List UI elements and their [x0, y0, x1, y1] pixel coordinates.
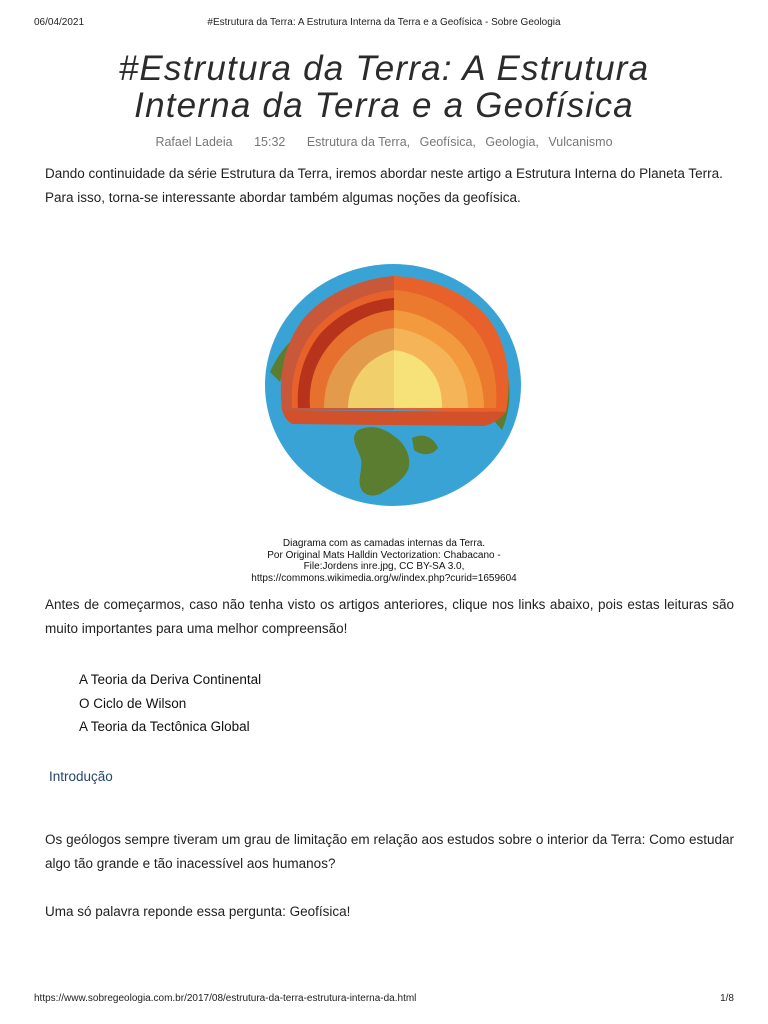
section-heading-introducao: Introdução — [49, 769, 113, 784]
author-link[interactable]: Rafael Ladeia — [155, 135, 233, 149]
tag-link[interactable]: Geologia, — [485, 135, 539, 149]
caption-line-3: File:Jordens inre.jpg, CC BY-SA 3.0, — [303, 561, 465, 572]
before-links-paragraph: Antes de começarmos, caso não tenha visto os artigos anteriores, clique nos links abaixo, pois estas leituras são muito importantes para uma melhor compreensão! — [45, 597, 734, 636]
caption-line-2: Por Original Mats Halldin Vectorization: Chabacano - — [267, 549, 501, 561]
related-article-link[interactable]: A Teoria da Deriva Continental — [79, 672, 262, 687]
cut-plane-edge — [282, 410, 506, 426]
print-url: https://www.sobregeologia.com.br/2017/08/estrutura-da-terra-estrutura-interna-da.html — [34, 993, 417, 1004]
page-number: 1/8 — [720, 993, 734, 1004]
related-article-link[interactable]: O Ciclo de Wilson — [79, 695, 187, 711]
tag-link[interactable]: Vulcanismo — [548, 135, 613, 149]
tag-link[interactable]: Geofísica, — [419, 135, 476, 149]
figure-caption — [0, 538, 768, 584]
intro-paragraph — [45, 162, 734, 210]
answer-paragraph: Uma só palavra reponde essa pergunta: Geofísica! — [45, 904, 351, 919]
intro-line-2: Para isso, torna-se interessante abordar também algumas noções da geofísica. — [45, 190, 521, 205]
post-meta — [0, 135, 768, 149]
tag-link[interactable]: Estrutura da Terra, — [306, 135, 411, 149]
geologists-paragraph: Os geólogos sempre tiveram um grau de limitação em relação aos estudos sobre o interior da Terra: Como estudar algo tão grande e tão inacessível aos humanos? — [45, 832, 734, 871]
print-header — [34, 17, 734, 31]
related-article-link[interactable]: A Teoria da Tectônica Global — [79, 719, 250, 734]
page-title-line-1: #Estrutura da Terra: A Estrutura — [118, 49, 650, 88]
intro-line-1: Dando continuidade da série Estrutura da Terra, iremos abordar neste artigo a Estrutura Interna do Planeta Terra. — [45, 166, 723, 181]
page-title — [40, 50, 728, 124]
caption-line-1: Diagrama com as camadas internas da Terra. — [282, 538, 486, 549]
print-date: 06/04/2021 — [34, 17, 85, 28]
earth-cutaway-illustration — [262, 262, 524, 508]
earth-layers-diagram — [262, 262, 524, 508]
print-document-title: #Estrutura da Terra: A Estrutura Interna da Terra e a Geofísica - Sobre Geologia — [207, 17, 561, 28]
post-time: 15:32 — [254, 135, 286, 149]
caption-source-link[interactable]: https://commons.wikimedia.org/w/index.php?curid=1659604 — [251, 572, 517, 584]
page-title-line-2: Interna da Terra e a Geofísica — [134, 86, 634, 125]
related-articles-list — [79, 668, 261, 739]
